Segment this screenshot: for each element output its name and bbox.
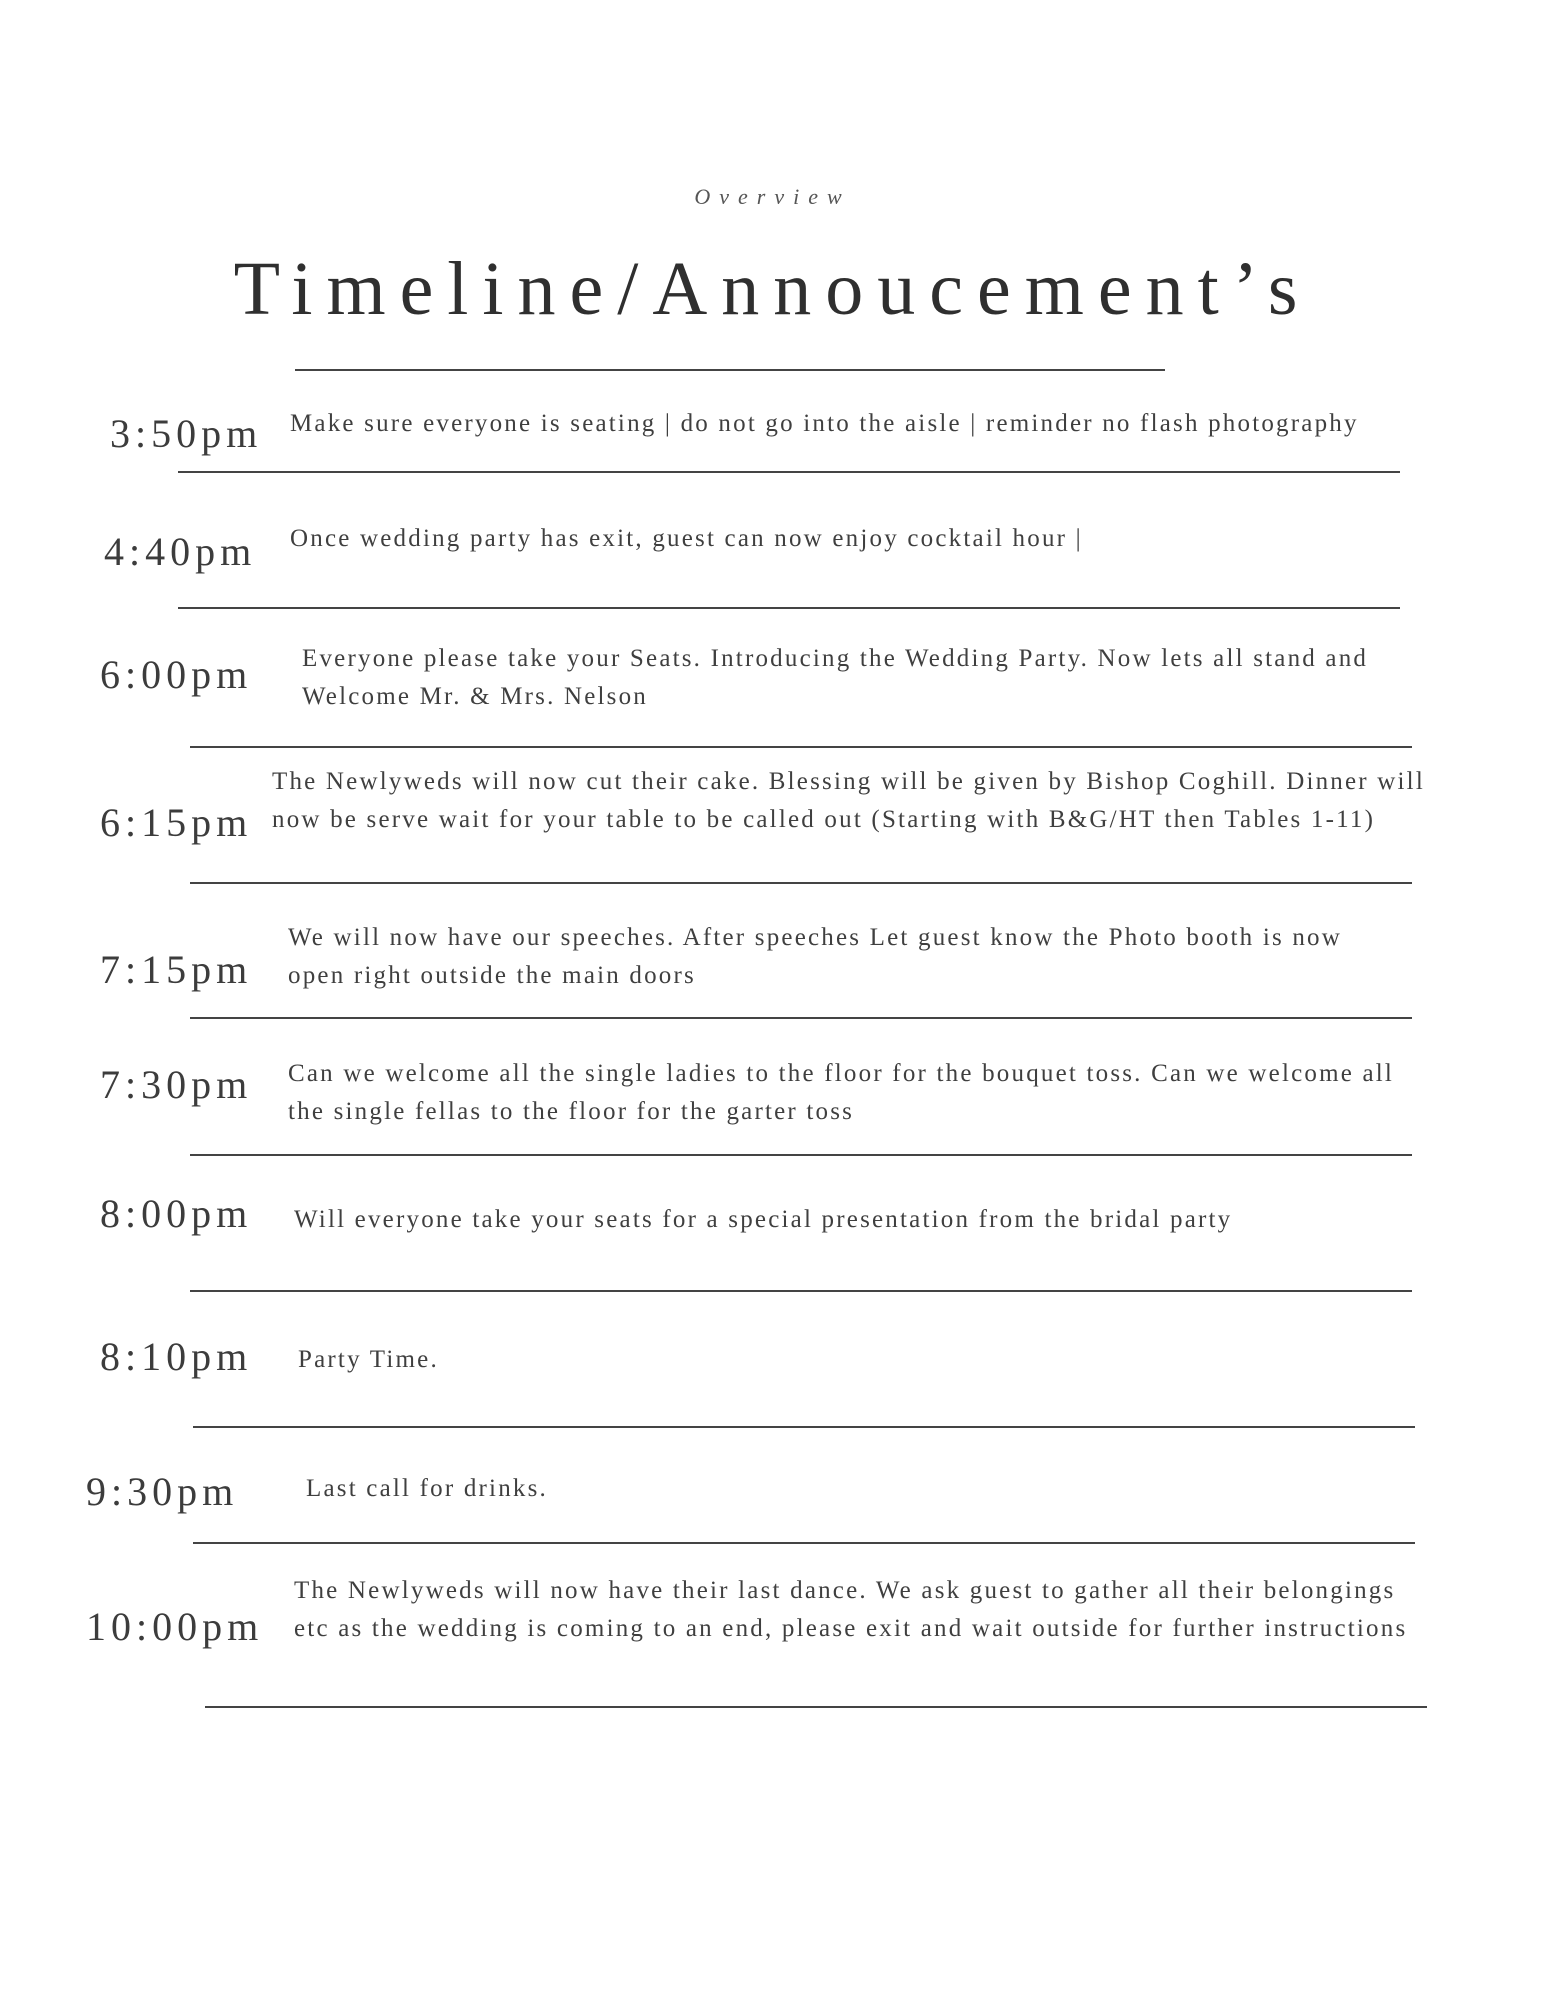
entry-text: Make sure everyone is seating | do not go into the aisle | reminder no flash photography	[290, 410, 1359, 437]
entry-divider	[193, 1426, 1415, 1428]
entry-text: Everyone please take your Seats. Introducing the Wedding Party. Now lets all stand and Welcome Mr. & Mrs. Nelson	[302, 645, 1369, 710]
entry-time: 4:40pm	[104, 529, 257, 574]
title-divider	[295, 369, 1165, 371]
entry-divider	[190, 746, 1412, 748]
entry-text: The Newlyweds will now cut their cake. Blessing will be given by Bishop Coghill. Dinner will now be serve wait for your table to be called out (Starting with B&G/HT then Tables 1-11)	[272, 768, 1425, 833]
entry-text: Will everyone take your seats for a special presentation from the bridal party	[294, 1206, 1233, 1233]
entry-divider	[193, 1542, 1415, 1544]
entry-time: 10:00pm	[86, 1604, 264, 1649]
entry-time: 8:00pm	[100, 1191, 253, 1236]
entry-divider	[205, 1706, 1427, 1708]
entry-divider	[190, 1290, 1412, 1292]
entry-text: Can we welcome all the single ladies to the floor for the bouquet toss. Can we welcome all the single fellas to the floor for the garter toss	[288, 1060, 1395, 1125]
entry-text: The Newlyweds will now have their last dance. We ask guest to gather all their belongings etc as the wedding is coming to an end, please exit and wait outside for further instructions	[294, 1577, 1408, 1642]
entry-time: 7:30pm	[100, 1062, 253, 1107]
entry-time: 9:30pm	[86, 1469, 239, 1514]
entry-time: 6:15pm	[100, 800, 253, 845]
entry-text: We will now have our speeches. After speeches Let guest know the Photo booth is now open right outside the main doors	[288, 924, 1343, 989]
page-title: Timeline/Annoucement’s	[233, 247, 1312, 331]
entry-text: Party Time.	[298, 1346, 439, 1373]
entry-time: 8:10pm	[100, 1334, 253, 1379]
entry-divider	[190, 882, 1412, 884]
entry-time: 7:15pm	[100, 947, 253, 992]
entry-divider	[190, 1154, 1412, 1156]
entry-time: 6:00pm	[100, 652, 253, 697]
entry-divider	[178, 607, 1400, 609]
entry-time: 3:50pm	[110, 411, 263, 456]
entry-divider	[190, 1017, 1412, 1019]
entry-divider	[178, 471, 1400, 473]
entry-text: Last call for drinks.	[306, 1475, 548, 1502]
overview-label: Overview	[694, 184, 851, 209]
entry-text: Once wedding party has exit, guest can now enjoy cocktail hour |	[290, 525, 1083, 552]
